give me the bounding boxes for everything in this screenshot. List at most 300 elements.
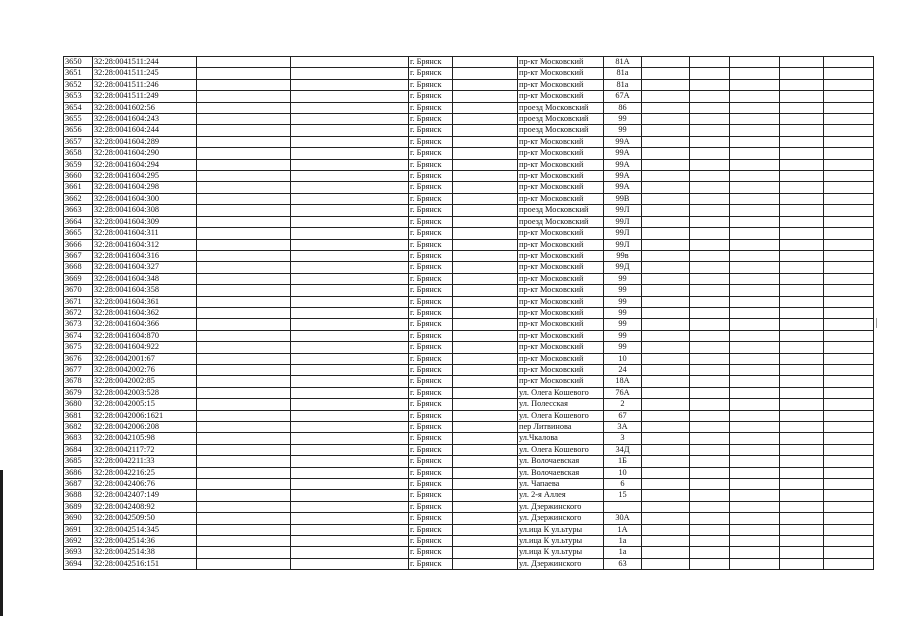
- empty-cell: [453, 456, 518, 467]
- empty-cell: [291, 490, 409, 501]
- empty-cell: [642, 136, 690, 147]
- empty-cell: [824, 136, 874, 147]
- empty-cell: [197, 479, 291, 490]
- empty-cell: [642, 387, 690, 398]
- empty-cell: [291, 479, 409, 490]
- empty-cell: [197, 250, 291, 261]
- empty-cell: [197, 136, 291, 147]
- empty-cell: [824, 182, 874, 193]
- empty-cell: [291, 193, 409, 204]
- empty-cell: [780, 547, 824, 558]
- city-cell: г. Брянск: [409, 296, 453, 307]
- empty-cell: [824, 387, 874, 398]
- cadastral-number-cell: 32:28:0042003:528: [93, 387, 197, 398]
- empty-cell: [730, 159, 780, 170]
- empty-cell: [642, 524, 690, 535]
- cadastral-number-cell: 32:28:0041604:922: [93, 342, 197, 353]
- empty-cell: [642, 148, 690, 159]
- row-number-cell: 3662: [64, 193, 93, 204]
- row-number-cell: 3658: [64, 148, 93, 159]
- street-cell: пр-кт Московский: [518, 262, 604, 273]
- empty-cell: [690, 296, 730, 307]
- city-cell: г. Брянск: [409, 444, 453, 455]
- table-row: [64, 136, 874, 147]
- cadastral-number-cell: 32:28:0041604:294: [93, 159, 197, 170]
- table-row: [64, 547, 874, 558]
- cadastral-number-cell: 32:28:0041604:311: [93, 228, 197, 239]
- empty-cell: [824, 114, 874, 125]
- city-cell: г. Брянск: [409, 193, 453, 204]
- house-number-cell: 81а: [604, 79, 642, 90]
- empty-cell: [453, 353, 518, 364]
- empty-cell: [453, 205, 518, 216]
- cadastral-number-cell: 32:28:0041604:870: [93, 330, 197, 341]
- empty-cell: [730, 490, 780, 501]
- empty-cell: [642, 114, 690, 125]
- street-cell: пр-кт Московский: [518, 342, 604, 353]
- cadastral-number-cell: 32:28:0041604:289: [93, 136, 197, 147]
- empty-cell: [690, 490, 730, 501]
- empty-cell: [730, 456, 780, 467]
- empty-cell: [291, 285, 409, 296]
- empty-cell: [453, 422, 518, 433]
- empty-cell: [824, 501, 874, 512]
- empty-cell: [690, 136, 730, 147]
- empty-cell: [730, 342, 780, 353]
- empty-cell: [690, 342, 730, 353]
- empty-cell: [730, 57, 780, 68]
- city-cell: г. Брянск: [409, 490, 453, 501]
- city-cell: г. Брянск: [409, 353, 453, 364]
- empty-cell: [453, 159, 518, 170]
- house-number-cell: 1а: [604, 547, 642, 558]
- empty-cell: [780, 410, 824, 421]
- house-number-cell: 1Б: [604, 456, 642, 467]
- table-row: [64, 524, 874, 535]
- street-cell: ул. Дзержинского: [518, 558, 604, 569]
- row-number-cell: 3659: [64, 159, 93, 170]
- empty-cell: [690, 307, 730, 318]
- street-cell: ул.ица К ул.ьтуры: [518, 536, 604, 547]
- street-cell: пр-кт Московский: [518, 193, 604, 204]
- empty-cell: [780, 342, 824, 353]
- cadastral-number-cell: 32:28:0041604:298: [93, 182, 197, 193]
- cadastral-number-cell: 32:28:0041604:244: [93, 125, 197, 136]
- empty-cell: [642, 228, 690, 239]
- row-number-cell: 3692: [64, 536, 93, 547]
- street-cell: ул.ица К ул.ьтуры: [518, 524, 604, 535]
- empty-cell: [291, 422, 409, 433]
- empty-cell: [690, 399, 730, 410]
- empty-cell: [690, 148, 730, 159]
- empty-cell: [197, 171, 291, 182]
- row-number-cell: 3679: [64, 387, 93, 398]
- empty-cell: [780, 136, 824, 147]
- city-cell: г. Брянск: [409, 285, 453, 296]
- empty-cell: [690, 410, 730, 421]
- empty-cell: [453, 547, 518, 558]
- row-number-cell: 3653: [64, 91, 93, 102]
- city-cell: г. Брянск: [409, 536, 453, 547]
- empty-cell: [291, 250, 409, 261]
- row-number-cell: 3656: [64, 125, 93, 136]
- empty-cell: [780, 79, 824, 90]
- empty-cell: [291, 444, 409, 455]
- empty-cell: [780, 285, 824, 296]
- house-number-cell: 99: [604, 330, 642, 341]
- empty-cell: [642, 536, 690, 547]
- empty-cell: [453, 467, 518, 478]
- table-row: [64, 444, 874, 455]
- empty-cell: [780, 399, 824, 410]
- empty-cell: [642, 490, 690, 501]
- empty-cell: [453, 148, 518, 159]
- empty-cell: [730, 467, 780, 478]
- empty-cell: [197, 399, 291, 410]
- empty-cell: [824, 330, 874, 341]
- empty-cell: [690, 205, 730, 216]
- street-cell: ул. Дзержинского: [518, 513, 604, 524]
- cadastral-number-cell: 32:28:0041604:308: [93, 205, 197, 216]
- table-row: [64, 433, 874, 444]
- city-cell: г. Брянск: [409, 387, 453, 398]
- empty-cell: [642, 273, 690, 284]
- street-cell: пр-кт Московский: [518, 171, 604, 182]
- empty-cell: [291, 159, 409, 170]
- empty-cell: [780, 479, 824, 490]
- empty-cell: [453, 68, 518, 79]
- empty-cell: [690, 182, 730, 193]
- empty-cell: [197, 285, 291, 296]
- table-row: [64, 467, 874, 478]
- table-row: [64, 364, 874, 375]
- empty-cell: [824, 422, 874, 433]
- table-row: [64, 513, 874, 524]
- empty-cell: [730, 102, 780, 113]
- cadastral-number-cell: 32:28:0042002:85: [93, 376, 197, 387]
- empty-cell: [291, 273, 409, 284]
- cadastral-number-cell: 32:28:0041604:361: [93, 296, 197, 307]
- city-cell: г. Брянск: [409, 558, 453, 569]
- empty-cell: [291, 171, 409, 182]
- street-cell: пр-кт Московский: [518, 364, 604, 375]
- empty-cell: [824, 125, 874, 136]
- empty-cell: [291, 513, 409, 524]
- empty-cell: [780, 296, 824, 307]
- table-row: [64, 342, 874, 353]
- empty-cell: [780, 307, 824, 318]
- house-number-cell: 99Д: [604, 262, 642, 273]
- empty-cell: [291, 239, 409, 250]
- row-number-cell: 3650: [64, 57, 93, 68]
- street-cell: пр-кт Московский: [518, 250, 604, 261]
- address-register-table: [63, 56, 874, 570]
- table-row: [64, 228, 874, 239]
- empty-cell: [197, 456, 291, 467]
- empty-cell: [824, 524, 874, 535]
- empty-cell: [291, 456, 409, 467]
- house-number-cell: 67: [604, 410, 642, 421]
- table-row: [64, 193, 874, 204]
- street-cell: пр-кт Московский: [518, 91, 604, 102]
- empty-cell: [824, 228, 874, 239]
- empty-cell: [642, 102, 690, 113]
- city-cell: г. Брянск: [409, 364, 453, 375]
- city-cell: г. Брянск: [409, 205, 453, 216]
- empty-cell: [291, 410, 409, 421]
- empty-cell: [780, 125, 824, 136]
- empty-cell: [730, 444, 780, 455]
- house-number-cell: 99: [604, 285, 642, 296]
- cadastral-number-cell: 32:28:0041604:358: [93, 285, 197, 296]
- empty-cell: [730, 239, 780, 250]
- empty-cell: [197, 57, 291, 68]
- cadastral-number-cell: 32:28:0041604:327: [93, 262, 197, 273]
- empty-cell: [780, 467, 824, 478]
- empty-cell: [824, 102, 874, 113]
- empty-cell: [780, 524, 824, 535]
- cadastral-number-cell: 32:28:0042006:1621: [93, 410, 197, 421]
- empty-cell: [197, 353, 291, 364]
- empty-cell: [780, 159, 824, 170]
- empty-cell: [824, 467, 874, 478]
- table-row: [64, 399, 874, 410]
- house-number-cell: 99А: [604, 171, 642, 182]
- empty-cell: [824, 205, 874, 216]
- cadastral-number-cell: 32:28:0042211:33: [93, 456, 197, 467]
- city-cell: г. Брянск: [409, 330, 453, 341]
- table-row: [64, 285, 874, 296]
- empty-cell: [690, 239, 730, 250]
- table-row: [64, 148, 874, 159]
- empty-cell: [730, 273, 780, 284]
- street-cell: ул. Олега Кошевого: [518, 387, 604, 398]
- empty-cell: [690, 524, 730, 535]
- city-cell: г. Брянск: [409, 125, 453, 136]
- street-cell: ул. Дзержинского: [518, 501, 604, 512]
- empty-cell: [730, 182, 780, 193]
- empty-cell: [690, 444, 730, 455]
- row-number-cell: 3660: [64, 171, 93, 182]
- city-cell: г. Брянск: [409, 399, 453, 410]
- empty-cell: [642, 399, 690, 410]
- house-number-cell: 67А: [604, 91, 642, 102]
- empty-cell: [642, 182, 690, 193]
- empty-cell: [642, 376, 690, 387]
- empty-cell: [453, 410, 518, 421]
- table-row: [64, 536, 874, 547]
- table-row: [64, 330, 874, 341]
- cadastral-number-cell: 32:28:0042406:76: [93, 479, 197, 490]
- empty-cell: [824, 490, 874, 501]
- empty-cell: [291, 307, 409, 318]
- row-number-cell: 3654: [64, 102, 93, 113]
- row-number-cell: 3669: [64, 273, 93, 284]
- house-number-cell: 81А: [604, 57, 642, 68]
- house-number-cell: 99Л: [604, 228, 642, 239]
- empty-cell: [780, 376, 824, 387]
- empty-cell: [730, 193, 780, 204]
- empty-cell: [197, 182, 291, 193]
- row-number-cell: 3687: [64, 479, 93, 490]
- table-row: [64, 558, 874, 569]
- empty-cell: [824, 57, 874, 68]
- empty-cell: [197, 216, 291, 227]
- row-number-cell: 3673: [64, 319, 93, 330]
- empty-cell: [780, 273, 824, 284]
- empty-cell: [291, 364, 409, 375]
- house-number-cell: 81а: [604, 68, 642, 79]
- city-cell: г. Брянск: [409, 250, 453, 261]
- empty-cell: [824, 410, 874, 421]
- street-cell: ул. Чапаева: [518, 479, 604, 490]
- table-row: [64, 422, 874, 433]
- empty-cell: [642, 250, 690, 261]
- street-cell: ул. Олега Кошевого: [518, 410, 604, 421]
- empty-cell: [291, 433, 409, 444]
- row-number-cell: 3655: [64, 114, 93, 125]
- empty-cell: [291, 91, 409, 102]
- empty-cell: [291, 262, 409, 273]
- table-row: [64, 182, 874, 193]
- cadastral-number-cell: 32:28:0041604:312: [93, 239, 197, 250]
- empty-cell: [291, 148, 409, 159]
- empty-cell: [453, 479, 518, 490]
- empty-cell: [824, 159, 874, 170]
- empty-cell: [780, 353, 824, 364]
- table-row: [64, 410, 874, 421]
- empty-cell: [730, 387, 780, 398]
- empty-cell: [291, 79, 409, 90]
- empty-cell: [291, 136, 409, 147]
- empty-cell: [642, 342, 690, 353]
- street-cell: ул. Волочаевская: [518, 456, 604, 467]
- empty-cell: [690, 501, 730, 512]
- row-number-cell: 3672: [64, 307, 93, 318]
- empty-cell: [690, 376, 730, 387]
- empty-cell: [730, 330, 780, 341]
- empty-cell: [690, 228, 730, 239]
- row-number-cell: 3668: [64, 262, 93, 273]
- house-number-cell: 99: [604, 273, 642, 284]
- table-row: [64, 79, 874, 90]
- street-cell: пр-кт Московский: [518, 353, 604, 364]
- empty-cell: [730, 513, 780, 524]
- empty-cell: [690, 102, 730, 113]
- empty-cell: [730, 501, 780, 512]
- empty-cell: [730, 216, 780, 227]
- empty-cell: [197, 307, 291, 318]
- empty-cell: [824, 68, 874, 79]
- empty-cell: [291, 330, 409, 341]
- empty-cell: [730, 479, 780, 490]
- empty-cell: [730, 558, 780, 569]
- empty-cell: [824, 399, 874, 410]
- table-row: [64, 319, 874, 330]
- empty-cell: [690, 285, 730, 296]
- empty-cell: [730, 79, 780, 90]
- empty-cell: [197, 262, 291, 273]
- row-number-cell: 3670: [64, 285, 93, 296]
- empty-cell: [824, 342, 874, 353]
- empty-cell: [453, 501, 518, 512]
- empty-cell: [291, 102, 409, 113]
- cadastral-number-cell: 32:28:0041511:246: [93, 79, 197, 90]
- empty-cell: [690, 159, 730, 170]
- table-row: [64, 479, 874, 490]
- empty-cell: [780, 536, 824, 547]
- house-number-cell: 99А: [604, 148, 642, 159]
- empty-cell: [642, 216, 690, 227]
- empty-cell: [291, 342, 409, 353]
- empty-cell: [730, 262, 780, 273]
- empty-cell: [453, 79, 518, 90]
- empty-cell: [453, 91, 518, 102]
- empty-cell: [453, 273, 518, 284]
- empty-cell: [197, 467, 291, 478]
- empty-cell: [690, 479, 730, 490]
- cadastral-number-cell: 32:28:0041604:243: [93, 114, 197, 125]
- empty-cell: [780, 193, 824, 204]
- empty-cell: [291, 399, 409, 410]
- row-number-cell: 3677: [64, 364, 93, 375]
- empty-cell: [824, 296, 874, 307]
- street-cell: пр-кт Московский: [518, 285, 604, 296]
- row-number-cell: 3657: [64, 136, 93, 147]
- empty-cell: [453, 330, 518, 341]
- city-cell: г. Брянск: [409, 159, 453, 170]
- empty-cell: [824, 250, 874, 261]
- house-number-cell: 99: [604, 114, 642, 125]
- empty-cell: [197, 193, 291, 204]
- empty-cell: [642, 456, 690, 467]
- house-number-cell: [604, 501, 642, 512]
- empty-cell: [197, 364, 291, 375]
- empty-cell: [197, 125, 291, 136]
- cadastral-number-cell: 32:28:0042514:345: [93, 524, 197, 535]
- empty-cell: [824, 307, 874, 318]
- city-cell: г. Брянск: [409, 182, 453, 193]
- row-number-cell: 3665: [64, 228, 93, 239]
- empty-cell: [690, 456, 730, 467]
- table-row: [64, 490, 874, 501]
- empty-cell: [824, 353, 874, 364]
- empty-cell: [291, 68, 409, 79]
- table-row: [64, 125, 874, 136]
- empty-cell: [291, 125, 409, 136]
- empty-cell: [197, 330, 291, 341]
- empty-cell: [197, 524, 291, 535]
- house-number-cell: 99В: [604, 193, 642, 204]
- page-edge-shadow: [0, 470, 3, 616]
- house-number-cell: 99Л: [604, 239, 642, 250]
- empty-cell: [730, 68, 780, 79]
- house-number-cell: 15: [604, 490, 642, 501]
- empty-cell: [453, 228, 518, 239]
- street-cell: проезд Московский: [518, 205, 604, 216]
- cadastral-number-cell: 32:28:0042005:15: [93, 399, 197, 410]
- empty-cell: [642, 285, 690, 296]
- empty-cell: [780, 513, 824, 524]
- empty-cell: [642, 467, 690, 478]
- city-cell: г. Брянск: [409, 262, 453, 273]
- empty-cell: [642, 364, 690, 375]
- empty-cell: [453, 114, 518, 125]
- street-cell: ул.ица К ул.ьтуры: [518, 547, 604, 558]
- house-number-cell: 6: [604, 479, 642, 490]
- empty-cell: [291, 57, 409, 68]
- empty-cell: [197, 513, 291, 524]
